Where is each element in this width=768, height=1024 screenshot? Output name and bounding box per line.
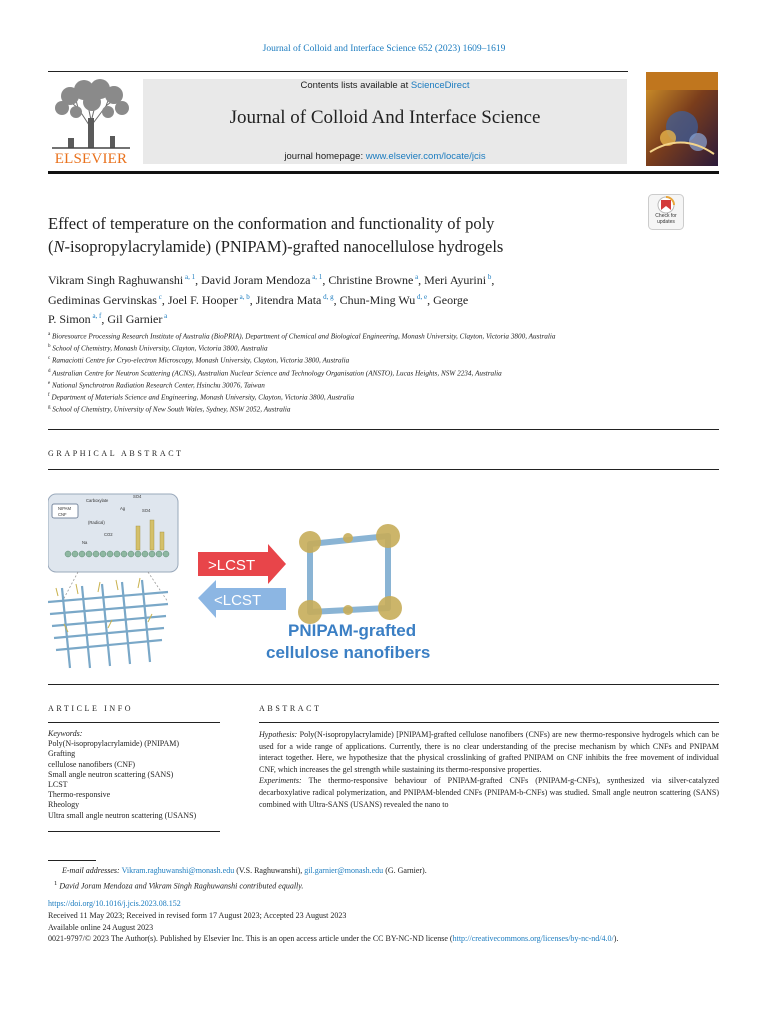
author-affil-sup[interactable]: d, g xyxy=(323,292,334,301)
inset-label-so4-a: SO4 xyxy=(133,494,142,499)
homepage-link[interactable]: www.elsevier.com/locate/jcis xyxy=(365,151,486,162)
author-sep: , xyxy=(101,312,108,326)
author[interactable]: Vikram Singh Raghuwanshi xyxy=(48,273,184,287)
inset-label-cnf: CNF xyxy=(58,512,67,517)
hypothesis-label: Hypothesis: xyxy=(259,730,298,739)
graphical-abstract-figure[interactable] xyxy=(48,492,468,672)
email-link-raghuwanshi[interactable]: Vikram.raghuwanshi@monash.edu xyxy=(121,866,235,875)
footnote-rule xyxy=(48,860,96,861)
homepage-prefix: journal homepage: xyxy=(284,151,366,162)
author-affil-sup[interactable]: d, e xyxy=(417,292,428,301)
keyword[interactable]: Grafting xyxy=(48,749,76,759)
article-info-heading: ARTICLE INFO xyxy=(48,704,134,713)
available-online-date: Available online 24 August 2023 xyxy=(48,922,154,932)
author[interactable]: Chun-Ming Wu xyxy=(339,292,416,307)
inset-label-na: Na xyxy=(82,540,88,545)
author-affil-sup[interactable]: a xyxy=(415,273,419,281)
journal-reference[interactable]: Journal of Colloid and Interface Science 652 (2023) 1609–1619 xyxy=(262,44,506,54)
author-sep: , xyxy=(161,292,168,307)
inset-label-radical: (Radical) xyxy=(88,520,105,525)
inset-label-so4-b: SO4 xyxy=(142,508,151,513)
keywords-label: Keywords: xyxy=(48,729,83,738)
email-owner-1: (V.S. Raghuwanshi), xyxy=(234,866,305,875)
title-paren: ( xyxy=(48,237,54,256)
inset-label-co2: CO2 xyxy=(104,532,113,537)
keyword[interactable]: cellulose nanofibers (CNF) xyxy=(48,759,136,769)
author-affil-sup[interactable]: a xyxy=(164,312,168,320)
title-italic-n: N xyxy=(53,237,65,256)
arrow-lcst-below-label: <LCST xyxy=(214,592,262,609)
author[interactable]: Meri Ayurini xyxy=(424,273,487,287)
author-sep: , xyxy=(418,273,425,287)
affiliation: $^b$ School of Chemistry, Monash University, Clayton, Victoria 3800, Australia xyxy=(48,344,268,353)
graphical-abstract-heading: GRAPHICAL ABSTRACT xyxy=(48,449,184,458)
author-affil-sup[interactable]: a, b xyxy=(239,292,250,301)
abstract-heading: ABSTRACT xyxy=(259,704,322,713)
keyword[interactable]: Thermo-responsive xyxy=(48,790,111,800)
footnote-marker: 1 xyxy=(54,880,58,887)
affiliation: $^c$ Ramaciotti Centre for Cryo-electron Microscopy, Monash University, Clayton, Victoria 3800, Australia xyxy=(48,356,350,365)
author-affil-sup[interactable]: a, 1 xyxy=(185,273,196,281)
arrow-lcst-above-label: >LCST xyxy=(208,557,256,574)
author-sep: , xyxy=(322,273,329,287)
publisher-wordmark: ELSEVIER xyxy=(54,151,128,167)
experiments-label: Experiments: xyxy=(259,776,302,786)
author-affil-sup[interactable]: a, f xyxy=(92,312,102,320)
affiliation: $^f$ Department of Materials Science and Engineering, Monash University, Clayton, Victoria 3800, Australia xyxy=(48,392,355,402)
keywords-bottom-rule xyxy=(48,831,220,832)
keyword[interactable]: Small angle neutron scattering (SANS) xyxy=(48,769,174,779)
ga-caption-line-1: PNIPAM-grafted xyxy=(288,621,417,640)
author[interactable]: Christine Browne xyxy=(328,273,414,287)
article-title xyxy=(48,212,638,258)
author-list xyxy=(48,269,648,328)
journal-cover-image[interactable] xyxy=(646,72,718,166)
inset-label-carboxylate: Carboxylate xyxy=(86,498,109,503)
article-info-rule xyxy=(48,722,220,723)
title-rest: -isopropylacrylamide) (PNIPAM)-grafted nanocellulose hydrogels xyxy=(64,237,504,256)
author[interactable]: Jitendra Mata xyxy=(255,292,322,307)
title-line-2 xyxy=(48,235,638,258)
affiliation-list xyxy=(48,330,678,415)
equal-contribution-footnote xyxy=(48,877,728,893)
contents-line xyxy=(143,80,627,91)
journal-title: Journal of Colloid And Interface Science xyxy=(229,107,541,128)
author-sep: , xyxy=(333,292,340,307)
affiliation: $^g$ School of Chemistry, University of New South Wales, Sydney, NSW 2052, Australia xyxy=(48,405,291,414)
received-dates: Received 11 May 2023; Received in revised form 17 August 2023; Accepted 23 August 2023 xyxy=(48,910,347,920)
experiments-text: The thermo-responsive behaviour of PNIPAM-grafted CNFs (PNIPAM-g-CNFs), synthesized via silver-catalyzed decarboxylative radical polymerization, and PNIPAM-blended CNFs (PNIPAM-b-CNFs) was studied. Small angle neutron scattering (SANS) combined with Ultra-SANS (USANS) revealed the nano to xyxy=(259,776,719,809)
keyword[interactable]: Poly(N-isopropylacrylamide) (PNIPAM) xyxy=(48,739,180,749)
header-top-rule xyxy=(48,71,628,72)
ga-bottom-rule xyxy=(48,684,719,685)
author[interactable]: Gil Garnier xyxy=(107,312,163,326)
author[interactable]: Joel F. Hooper xyxy=(167,292,238,307)
author[interactable]: P. Simon xyxy=(48,312,91,326)
author[interactable]: David Joram Mendoza xyxy=(201,273,311,287)
header-bottom-rule xyxy=(48,171,719,174)
email-link-garnier[interactable]: gil.garnier@monash.edu xyxy=(304,866,384,875)
equal-contribution-text: David Joram Mendoza and Vikram Singh Raghuwanshi contributed equally. xyxy=(59,881,304,891)
author-sep: , George xyxy=(427,292,469,307)
author-sep: , xyxy=(249,292,256,307)
author-affil-sup[interactable]: c xyxy=(158,292,162,301)
hypothesis-text: Poly(N-isopropylacrylamide) [PNIPAM]-grafted cellulose nanofibers (CNFs) are new thermo-responsive hydrogels which can be used for a wide range of applications. Currently, there is no clear understanding of the precise mechanism by which CNFs and PNIPAM interact together. Here, we hypothesize that the physical crosslinking of grafted PNIPAM on CNF inhibits the free movement of individual CNF, which increases the gel strength while sustaining its thermo-responsive properties. xyxy=(259,730,719,774)
keyword[interactable]: LCST xyxy=(48,780,68,790)
ga-caption-line-2: cellulose nanofibers xyxy=(266,643,431,662)
email-footnote xyxy=(48,864,728,877)
keywords-block xyxy=(48,729,228,821)
inset-label-nipam: NIPAM xyxy=(58,506,71,511)
author-sep: , xyxy=(491,273,495,287)
title-line-1: Effect of temperature on the conformation and functionality of poly xyxy=(48,214,495,233)
check-for-updates-label: Check for updates xyxy=(655,213,677,225)
affiliation: $^a$ Bioresource Processing Research Institute of Australia (BioPRIA), Department of Chemical and Biological Engineering, Monash University, Clayton, Victoria 3800, Australia xyxy=(48,332,556,341)
author-affil-sup[interactable]: a, 1 xyxy=(312,273,323,281)
keyword[interactable]: Rheology xyxy=(48,800,80,810)
affiliation: $^e$ National Synchrotron Radiation Research Center, Hsinchu 30076, Taiwan xyxy=(48,380,265,390)
footnotes xyxy=(48,864,728,893)
keyword[interactable]: Ultra small angle neutron scattering (USANS) xyxy=(48,810,197,820)
author-sep: , xyxy=(195,273,202,287)
publication-info xyxy=(48,898,728,945)
contents-prefix: Contents lists available at xyxy=(300,80,411,91)
abstract-rule xyxy=(259,722,719,723)
author[interactable]: Gediminas Gervinskas xyxy=(48,292,157,307)
doi-link[interactable]: https://doi.org/10.1016/j.jcis.2023.08.152 xyxy=(48,899,181,908)
abstract-body xyxy=(259,729,719,810)
journal-homepage-line xyxy=(143,151,627,162)
license-link[interactable]: http://creativecommons.org/licenses/by-nc-nd/4.0/ xyxy=(452,934,614,944)
author-affil-sup[interactable]: b xyxy=(487,273,492,281)
email-owner-2: (G. Garnier). xyxy=(383,866,427,875)
sciencedirect-link[interactable]: ScienceDirect xyxy=(410,80,470,91)
ga-top-rule xyxy=(48,429,719,430)
ga-heading-rule xyxy=(48,469,719,470)
affiliation: $^d$ Australian Centre for Neutron Scattering (ACNS), Australian Nuclear Science and Technology Organisation (ANSTO), Lucas Heights, NSW 2234, Australia xyxy=(48,368,502,377)
inset-label-ag: Ag xyxy=(120,506,126,511)
email-label: E-mail addresses: xyxy=(62,866,120,875)
license-statement: 0021-9797/© 2023 The Author(s). Published by Elsevier Inc. This is an open access article under the CC BY-NC-ND license (http://creativecommons.org/licenses/by-nc-nd/4.0/). xyxy=(48,934,619,944)
